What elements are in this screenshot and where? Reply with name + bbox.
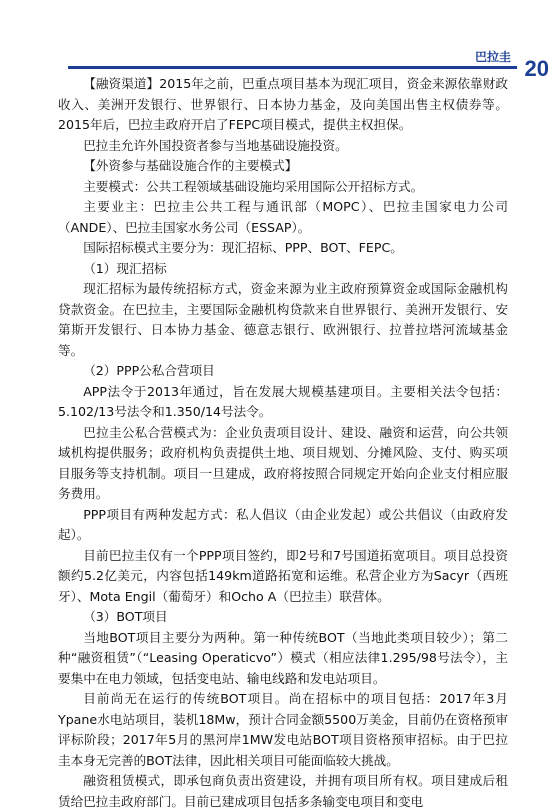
paragraph: 主要业主：巴拉圭公共工程与通讯部（MOPC）、巴拉圭国家电力公司（ANDE）、巴拉圭国家水务公司（ESSAP）。 (58, 199, 508, 235)
paragraph: 现汇招标为最传统招标方式，资金来源为业主政府预算资金或国际金融机构贷款资金。在巴拉圭，主要国际金融机构贷款来自世界银行、美洲开发银行、安第斯开发银行、日本协力基金、德意志银行、欧洲银行、拉普拉塔河流域基金等。 (58, 281, 508, 358)
paragraph: APP法令于2013年通过，旨在发展大规模基建项目。主要相关法令包括：5.102/13号法令和1.350/14号法令。 (58, 383, 508, 419)
paragraph: 巴拉圭公私合营模式为：企业负责项目设计、建设、融资和运营，向公共领域机构提供服务；政府机构负责提供土地、项目规划、分摊风险、支付、购买项目服务等支持机制。项目一旦建成，政府将按照合同规定开始向企业支付相应服务费用。 (58, 424, 508, 501)
paragraph: 【融资渠道】2015年之前，巴重点项目基本为现汇项目，资金来源依靠财政收入、美洲开发银行、世界银行、日本协力基金，及向美国出售主权债券等。2015年后，巴拉圭政府开启了FEPC项目模式，提供主权担保。 (58, 76, 508, 132)
subheading: （3）BOT项目 (83, 609, 168, 624)
section-tag: 巴拉圭 (474, 50, 511, 64)
paragraph: 巴拉圭允许外国投资者参与当地基础设施投资。 (83, 137, 348, 153)
subheading: （2）PPP公私合营项目 (83, 363, 215, 378)
paragraph: 主要模式：公共工程领域基础设施均采用国际公开招标方式。 (83, 178, 424, 194)
paragraph: 目前巴拉圭仅有一个PPP项目签约，即2号和7号国道拓宽项目。项目总投资额约5.2亿美元，内容包括149km道路拓宽和运维。私营企业方为Sacyr（西班牙）、Mota Engil（葡萄牙）和Ocho A（巴拉圭）联营体。 (58, 547, 508, 604)
paragraph: 融资租赁模式，即承包商负责出资建设，并拥有项目所有权。项目建成后租赁给巴拉圭政府部门。目前已建成项目包括多条输变电项目和变电 (58, 773, 508, 809)
paragraph: 当地BOT项目主要分为两种。第一种传统BOT（当地此类项目较少）；第二种“融资租赁”（“Leasing Operaticvo”）模式（相应法律1.295/98号法令），主要集中在电力领域，包括变电站、输电线路和发电站项目。 (58, 629, 508, 686)
section-heading: 【外资参与基础设施合作的主要模式】 (83, 158, 298, 173)
page-number: 20 (524, 56, 549, 81)
subheading: （1）现汇招标 (83, 260, 167, 276)
paragraph: 国际招标模式主要分为：现汇招标、PPP、BOT、FEPC。 (83, 240, 403, 255)
body-text (58, 74, 508, 812)
header-rule (68, 66, 517, 69)
paragraph: PPP项目有两种发起方式：私人倡议（由企业发起）或公共倡议（由政府发起）。 (58, 506, 508, 542)
paragraph: 目前尚无在运行的传统BOT项目。尚在招标中的项目包括：2017年3月Ypane水电站项目，装机18Mw，预计合同金额5500万美金，目前仍在资格预审评标阶段；2017年5月的黑河岸1MW发电站BOT项目资格预审招标。由于巴拉圭本身无完善的BOT法律，因此相关项目可能面临较大挑战。 (58, 691, 508, 768)
